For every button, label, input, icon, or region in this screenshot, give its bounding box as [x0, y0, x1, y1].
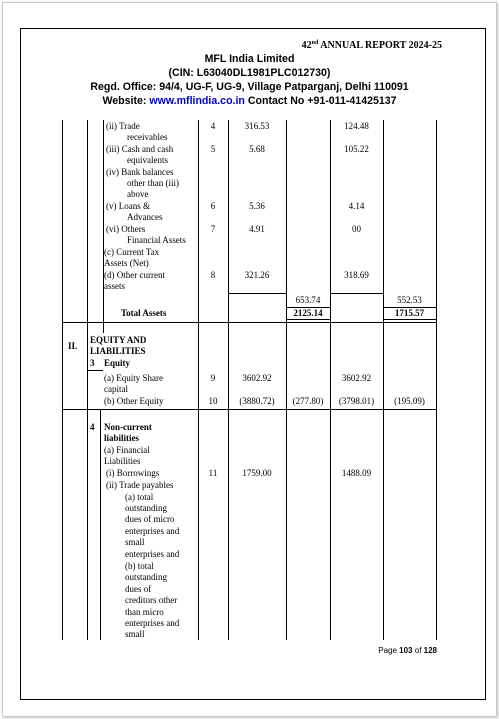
row-label: Liabilities — [104, 456, 141, 466]
row-label: (i) Borrowings — [106, 468, 160, 478]
note-number: 5 — [210, 144, 216, 154]
regd-office: Regd. Office: 94/4, UG-F, UG-9, Village Patparganj, Delhi 110091 — [90, 81, 409, 93]
row-divider — [62, 409, 436, 410]
value-cy: 4.91 — [249, 224, 265, 234]
value-py: 1488.09 — [341, 468, 372, 478]
value-py: 105.22 — [344, 144, 369, 154]
row-label: other than (iii) — [127, 178, 179, 188]
row-label: (a) Equity Share — [104, 373, 163, 383]
row-label: (a) total — [125, 492, 154, 502]
row-label: outstanding — [125, 572, 167, 582]
row-label: above — [127, 189, 149, 199]
section-heading: EQUITY AND — [90, 335, 147, 345]
row-label: (ii) Trade payables — [106, 480, 174, 490]
row-label: enterprises and — [125, 549, 180, 559]
row-label: outstanding — [125, 503, 167, 513]
subtotal-cy: 653.74 — [295, 295, 321, 305]
note-number: 4 — [210, 121, 216, 131]
note-number: 9 — [210, 373, 216, 383]
subsection-heading: Non-current — [104, 422, 152, 432]
row-label: (v) Loans & — [106, 201, 150, 211]
section-number: II. — [68, 341, 78, 351]
row-label: creditors other — [125, 595, 178, 605]
row-label: Financial Assets — [127, 235, 186, 245]
row-label: capital — [104, 384, 128, 394]
row-label: small — [125, 537, 145, 547]
value-cy: 5.68 — [249, 144, 265, 154]
note-number: 11 — [208, 468, 218, 478]
table-border-right — [436, 120, 437, 640]
row-label: Advances — [127, 212, 163, 222]
subsection-heading: liabilities — [104, 433, 140, 443]
value-cy: 321.26 — [244, 270, 270, 280]
value-py: 124.48 — [344, 121, 369, 131]
subsection-heading: Equity — [104, 358, 131, 368]
company-name: MFL India Limited — [204, 53, 295, 65]
value-py: (3798.01) — [338, 396, 375, 406]
row-label: (c) Current Tax — [104, 247, 160, 257]
subsection-number: 4 — [90, 422, 95, 432]
col-divider — [87, 120, 88, 640]
value-cy: 1759.00 — [242, 468, 272, 478]
row-label: (b) Other Equity — [104, 396, 164, 406]
value-py: 3602.92 — [341, 373, 372, 383]
row-label: (a) Financial — [104, 445, 150, 455]
subtotal-py: (195.09) — [394, 396, 425, 406]
row-label: dues of micro — [125, 514, 175, 524]
row-label: (b) total — [125, 561, 154, 571]
row-divider — [62, 322, 436, 323]
row-label: enterprises and — [125, 526, 180, 536]
value-py: 318.69 — [344, 270, 369, 280]
section-heading: LIABILITIES — [90, 346, 146, 356]
row-label: (iv) Bank balances — [106, 167, 174, 177]
total-assets-py: 1715.57 — [394, 308, 425, 318]
row-label: Assets (Net) — [104, 258, 149, 268]
row-label: dues of — [125, 584, 152, 594]
value-py: 4.14 — [348, 201, 365, 211]
row-label: equivalents — [127, 155, 168, 165]
value-py: 00 — [352, 224, 361, 234]
company-cin: (CIN: L63040DL1981PLC012730) — [168, 67, 331, 79]
col-divider — [100, 410, 101, 640]
subtotal-cy: (277.80) — [292, 396, 324, 406]
col-divider — [103, 120, 104, 333]
row-label: (vi) Others — [106, 224, 146, 234]
value-cy: 3602.92 — [242, 373, 272, 383]
row-label: receivables — [127, 132, 168, 142]
col-divider — [383, 120, 384, 640]
row-label: than micro — [125, 607, 164, 617]
report-title: 42nd ANNUAL REPORT 2024-25 — [301, 40, 442, 51]
col-divider — [286, 120, 287, 640]
value-cy: 5.36 — [249, 201, 265, 211]
subtotal-py: 552.53 — [397, 295, 422, 305]
note-number: 7 — [210, 224, 216, 234]
subtotal-rule — [228, 293, 286, 294]
row-label: assets — [104, 281, 125, 291]
value-cy: (3880.72) — [239, 396, 275, 406]
table-border-left — [62, 120, 63, 640]
row-label: (ii) Trade — [106, 121, 140, 131]
website-link[interactable]: www.mflindia.co.in — [149, 95, 245, 107]
subtotal-rule — [330, 293, 383, 294]
website-contact: Website: www.mflindia.co.in Contact No +91-011-41425137 — [102, 95, 397, 107]
note-number: 6 — [210, 201, 216, 211]
row-label: (iii) Cash and cash — [106, 144, 174, 154]
total-assets-label: Total Assets — [121, 308, 167, 318]
row-label: small — [125, 629, 145, 639]
row-divider — [87, 370, 103, 371]
note-number: 8 — [210, 270, 216, 280]
value-cy: 316.53 — [244, 121, 270, 131]
subsection-number: 3 — [90, 358, 95, 368]
row-label: enterprises and — [125, 618, 180, 628]
page-number: Page 103 of 128 — [378, 646, 437, 655]
row-label: (d) Other current — [104, 270, 165, 280]
total-assets-cy: 2125.14 — [293, 308, 323, 318]
note-number: 10 — [208, 396, 218, 406]
